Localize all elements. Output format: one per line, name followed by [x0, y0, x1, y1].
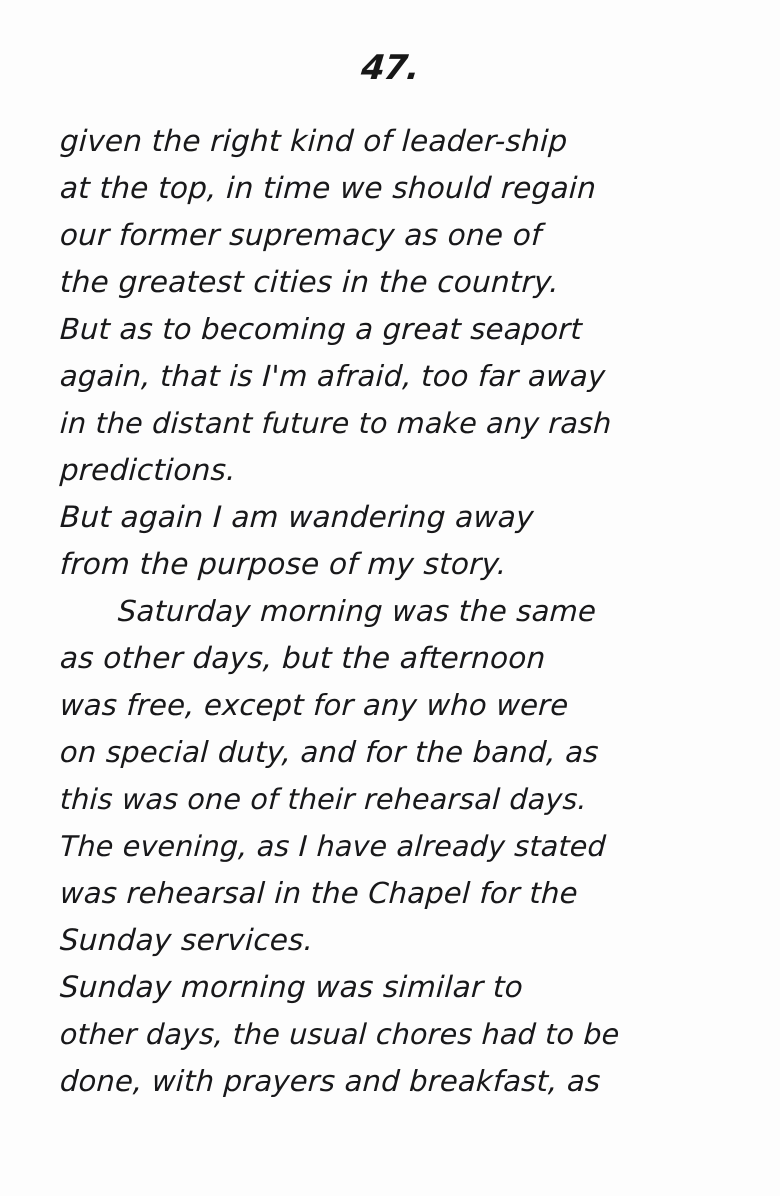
- page-body-text: [60, 118, 732, 1105]
- text-line: Sunday morning was similar to: [59, 970, 524, 1004]
- text-line: from the purpose of my story.: [59, 547, 508, 581]
- text-line: Sunday services.: [59, 923, 315, 957]
- text-line: on special duty, and for the band, as: [59, 735, 600, 769]
- text-line: predictions.: [59, 453, 237, 487]
- text-line: The evening, as I have already stated: [59, 830, 607, 863]
- text-line: other days, the usual chores had to be: [59, 1018, 621, 1051]
- text-line: done, with prayers and breakfast, as: [59, 1064, 602, 1098]
- text-line: again, that is I'm afraid, too far away: [59, 359, 607, 393]
- text-line: But as to becoming a great seaport: [59, 312, 583, 346]
- text-line: But again I am wandering away: [59, 500, 535, 534]
- text-line: Saturday morning was the same: [117, 594, 598, 628]
- text-line: our former supremacy as one of: [59, 218, 543, 252]
- text-line: was rehearsal in the Chapel for the: [59, 876, 579, 910]
- text-line: was free, except for any who were: [59, 688, 570, 722]
- text-line: at the top, in time we should regain: [59, 171, 598, 205]
- text-line: in the distant future to make any rash: [59, 407, 613, 440]
- text-line: given the right kind of leader-ship: [59, 124, 569, 158]
- text-line: as other days, but the afternoon: [59, 641, 547, 675]
- page-number: 47.: [359, 48, 421, 88]
- text-line: the greatest cities in the country.: [59, 265, 560, 299]
- text-line: this was one of their rehearsal days.: [59, 783, 588, 816]
